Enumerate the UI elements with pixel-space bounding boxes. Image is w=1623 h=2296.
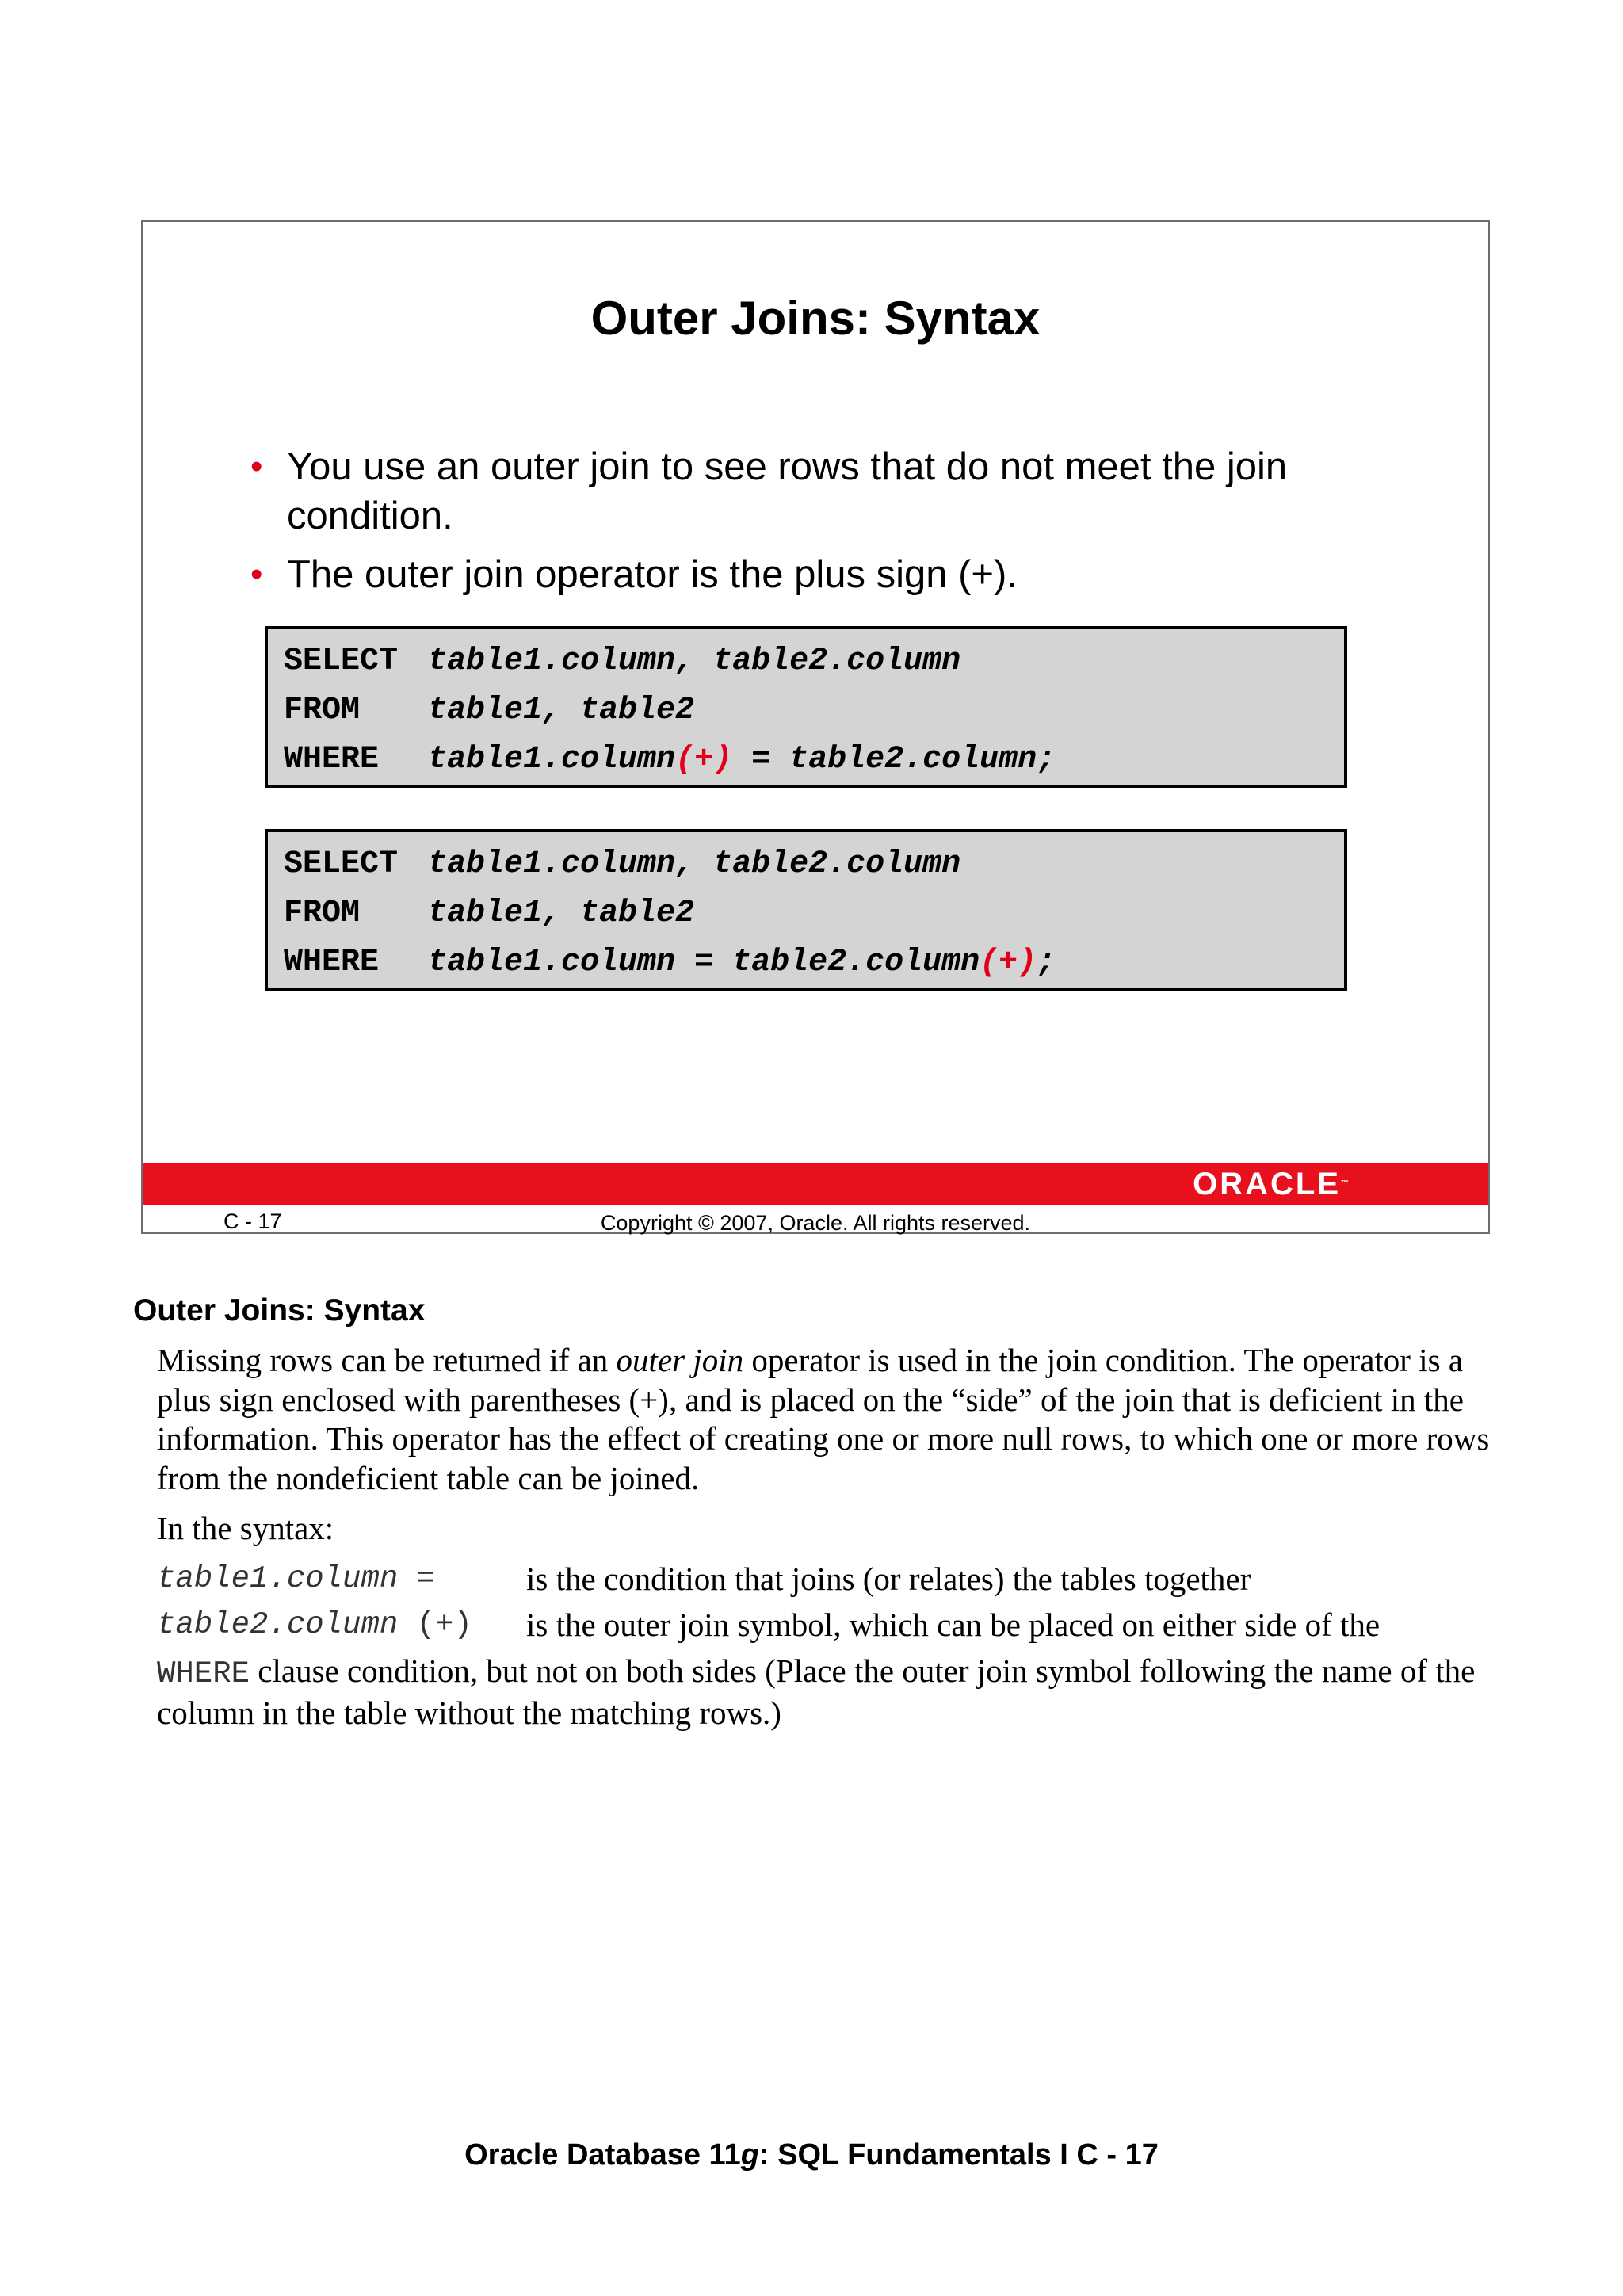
bullet-dot-icon: • xyxy=(250,555,263,594)
oracle-logo: ORACLE™ xyxy=(1193,1167,1349,1201)
copyright-text: Copyright © 2007, Oracle. All rights reserved. xyxy=(600,1211,1031,1235)
sql-keyword: SELECT xyxy=(284,644,399,679)
code-block-right-outer xyxy=(265,829,1347,991)
sql-keyword: WHERE xyxy=(284,945,380,980)
bullet-text: The outer join operator is the plus sign (+). xyxy=(287,553,1018,596)
notes-paragraph: In the syntax: xyxy=(157,1510,334,1546)
code-block-left-outer xyxy=(265,626,1347,788)
definition-term: table1.column = xyxy=(157,1561,436,1596)
code-line xyxy=(284,686,694,735)
definition-term: table2.column (+) xyxy=(157,1606,472,1642)
code-line xyxy=(284,637,960,686)
footer-band xyxy=(143,1163,1488,1205)
slide-number: C - 17 xyxy=(223,1209,282,1233)
sql-keyword: FROM xyxy=(284,693,361,728)
definition-text: is the condition that joins (or relates) the tables together xyxy=(526,1560,1251,1597)
sql-keyword: SELECT xyxy=(284,846,399,882)
definition-row xyxy=(157,1560,1504,1606)
code-line xyxy=(284,840,960,889)
bullet-item xyxy=(250,550,1407,599)
code-line xyxy=(284,889,694,938)
code-keyword-where: WHERE xyxy=(157,1656,250,1691)
code-line xyxy=(284,938,1056,988)
sql-expression: table1.column, table2.column xyxy=(428,644,961,679)
outer-join-operator: (+) xyxy=(675,742,733,777)
definition-row xyxy=(157,1606,1504,1652)
bullet-text: You use an outer join to see rows that do not meet the join condition. xyxy=(287,445,1288,537)
page-footer: Oracle Database 11g: SQL Fundamentals I C - 17 xyxy=(464,2138,1159,2172)
sql-expression: ; xyxy=(1037,945,1056,980)
bullet-dot-icon: • xyxy=(250,447,263,486)
sql-keyword: FROM xyxy=(284,896,361,931)
notes-heading: Outer Joins: Syntax xyxy=(133,1293,426,1328)
definition-continuation: WHERE clause condition, but not on both sides (Place the outer join symbol following the name of the column in the table without the matching rows.) xyxy=(157,1652,1476,1731)
slide xyxy=(141,220,1490,1234)
sql-expression: = table2.column; xyxy=(732,742,1056,777)
definition-text: is the outer join symbol, which can be placed on either side of the xyxy=(526,1606,1381,1643)
sql-keyword: WHERE xyxy=(284,742,380,777)
sql-expression: table1, table2 xyxy=(428,693,695,728)
notes-body xyxy=(157,1341,1504,1744)
sql-expression: table1, table2 xyxy=(428,896,695,931)
sql-expression: table1.column = table2.column xyxy=(428,945,980,980)
bullet-item xyxy=(250,442,1407,541)
outer-join-operator: (+) xyxy=(980,945,1037,980)
slide-title: Outer Joins: Syntax xyxy=(590,292,1041,345)
emphasis-outer-join: outer join xyxy=(616,1342,744,1378)
sql-expression: table1.column, table2.column xyxy=(428,846,961,882)
code-line xyxy=(284,735,1056,785)
notes-paragraph: Missing rows can be returned if an outer join operator is used in the join condition. The operator is a plus sign enclosed with parentheses (+), and is placed on the “side” of the join that is deficient in the information. This operator has the effect of creating one or more null rows, to which one or more rows from the nondeficient table can be joined. xyxy=(157,1342,1490,1496)
sql-expression: table1.column xyxy=(428,742,676,777)
bullet-list xyxy=(250,442,1407,609)
